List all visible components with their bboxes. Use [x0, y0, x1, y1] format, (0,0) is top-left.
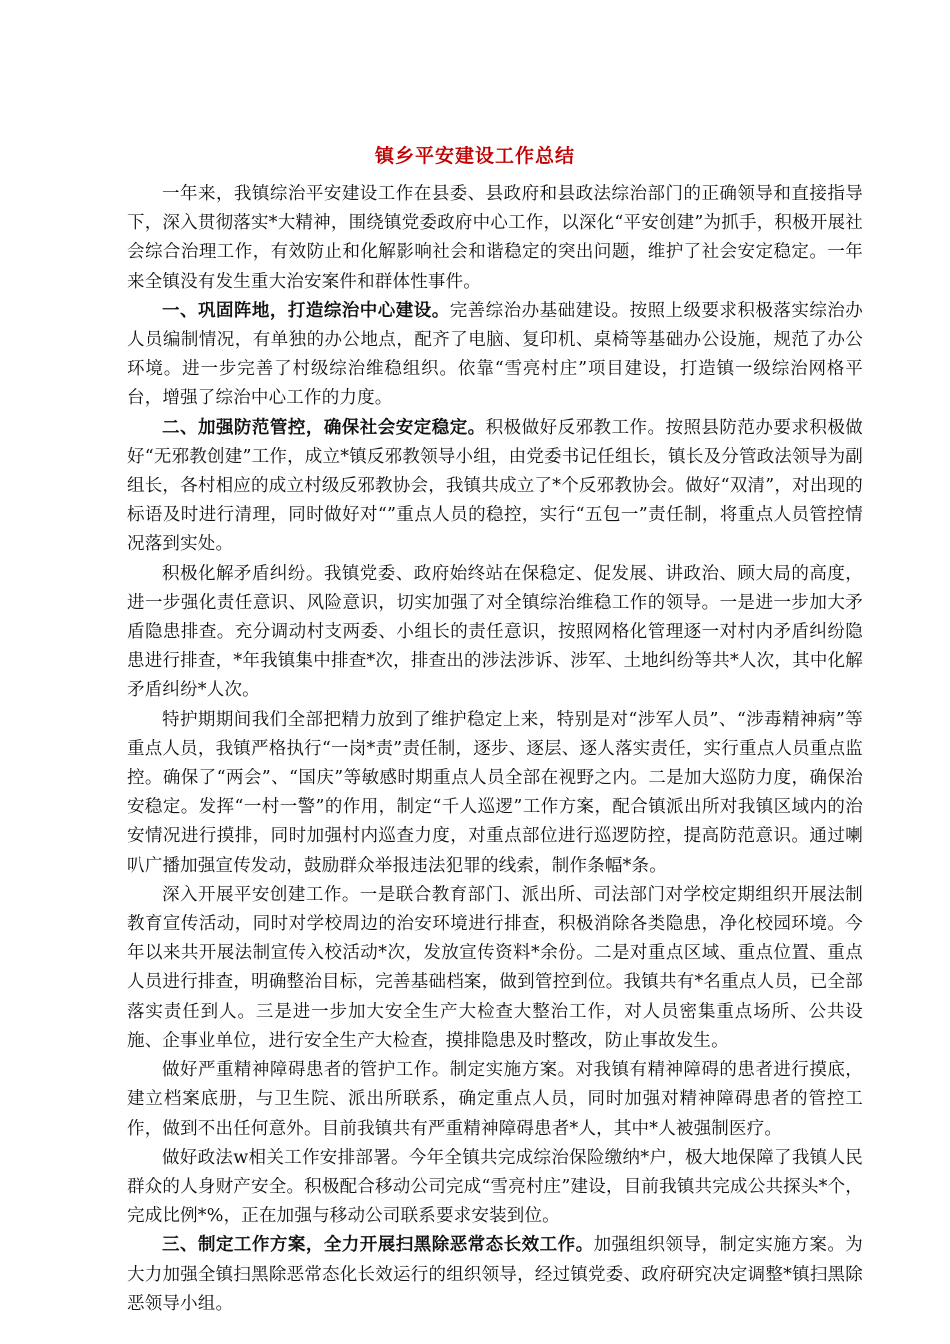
paragraph-text: 积极化解矛盾纠纷。我镇党委、政府始终站在保稳定、促发展、讲政治、顾大局的高度，进一步强化责任意识、风险意识，切实加强了对全镇综治维稳工作的领导。一是进一步加大矛盾隐患排查。充分调动村支两委、小组长的责任意识，按照网格化管理逐一对村内矛盾纠纷隐患进行排查，*年我镇集中排查*次，排查出的涉法涉诉、涉军、土地纠纷等共*人次，其中化解矛盾纠纷*人次。 — [127, 563, 863, 701]
document-title: 镇乡平安建设工作总结 — [374, 145, 575, 167]
paragraph-text: 积极做好反邪教工作。按照县防范办要求积极做好“无邪教创建”工作，成立*镇反邪教领导小组，由党委书记任组长，镇长及分管政法领导为副组长，各村相应的成立村级反邪教协会，我镇共成立了*个反邪教协会。做好“双清”，对出现的标语及时进行清理，同时做好对“”重点人员的稳控，实行“五包一”责任制，将重点人员管控情况落到实处。 — [127, 417, 863, 555]
paragraph-conflict-resolution — [127, 560, 863, 706]
paragraph-mental-health — [127, 1056, 863, 1144]
section-heading: 一、巩固阵地，打造综治中心建设。 — [162, 300, 450, 321]
paragraph-text: 深入开展平安创建工作。一是联合教育部门、派出所、司法部门对学校定期组织开展法制教育宣传活动，同时对学校周边的治安环境进行排查，积极消除各类隐患，净化校园环境。今年以来共开展法制宣传入校活动*次，发放宣传资料*余份。二是对重点区域、重点位置、重点人员进行排查，明确整治目标，完善基础档案，做到管控到位。我镇共有*名重点人员，已全部落实责任到人。三是进一步加大安全生产大检查大整治工作，对人员密集重点场所、公共设施、企事业单位，进行安全生产大检查，摸排隐患及时整改，防止事故发生。 — [127, 884, 863, 1051]
paragraph-safety-campaign — [127, 881, 863, 1056]
paragraph-text: 一年来，我镇综治平安建设工作在县委、县政府和县政法综治部门的正确领导和直接指导下，深入贯彻落实*大精神，围绕镇党委政府中心工作，以深化“平安创建”为抓手，积极开展社会综合治理工作，有效防止和化解影响社会和谐稳定的突出问题，维护了社会安定稳定。一年来全镇没有发生重大治安案件和群体性事件。 — [127, 184, 863, 292]
paragraph-special-period — [127, 706, 863, 881]
section-heading: 三、制定工作方案，全力开展扫黑除恶常态长效工作。 — [162, 1235, 594, 1256]
paragraph-section-3 — [127, 1231, 863, 1319]
paragraph-political-legal — [127, 1144, 863, 1232]
paragraph-text: 做好政法w相关工作安排部署。今年全镇共完成综治保险缴纳*户，极大地保障了我镇人民群众的人身财产安全。积极配合移动公司完成“雪亮村庄”建设，目前我镇共完成公共探头*个，完成比例*%，正在加强与移动公司联系要求安装到位。 — [127, 1147, 863, 1227]
paragraph-section-1 — [127, 297, 863, 414]
paragraph-text: 做好严重精神障碍患者的管护工作。制定实施方案。对我镇有精神障碍的患者进行摸底，建立档案底册，与卫生院、派出所联系，确定重点人员，同时加强对精神障碍患者的管控工作，做到不出任何意外。目前我镇共有严重精神障碍患者*人，其中*人被强制医疗。 — [127, 1060, 863, 1139]
paragraph-text: 完善综治办基础建设。按照上级要求积极落实综治办人员编制情况，有单独的办公地点，配齐了电脑、复印机、桌椅等基础办公设施，规范了办公环境。进一步完善了村级综治维稳组织。依靠“雪亮村庄”项目建设，打造镇一级综治网格平台，增强了综治中心工作的力度。 — [127, 300, 863, 409]
paragraph-section-2 — [127, 414, 863, 560]
paragraph-intro — [127, 180, 863, 297]
document-body — [127, 180, 863, 1319]
paragraph-text: 加强组织领导，制定实施方案。为大力加强全镇扫黑除恶常态化长效运行的组织领导，经过镇党委、政府研究决定调整*镇扫黑除恶领导小组。 — [127, 1235, 863, 1314]
section-heading: 二、加强防范管控，确保社会安定稳定。 — [162, 417, 486, 438]
paragraph-text: 特护期期间我们全部把精力放到了维护稳定上来，特别是对“涉军人员”、“涉毒精神病”等重点人员，我镇严格执行“一岗*责”责任制，逐步、逐层、逐人落实责任，实行重点人员重点监控。确保了“两会”、“国庆”等敏感时期重点人员全部在视野之内。二是加大巡防力度，确保治安稳定。发挥“一村一警”的作用，制定“千人巡逻”工作方案，配合镇派出所对我镇区域内的治安情况进行摸排，同时加强村内巡查力度，对重点部位进行巡逻防控，提高防范意识。通过喇叭广播加强宣传发动，鼓励群众举报违法犯罪的线索，制作条幅*条。 — [127, 709, 863, 876]
